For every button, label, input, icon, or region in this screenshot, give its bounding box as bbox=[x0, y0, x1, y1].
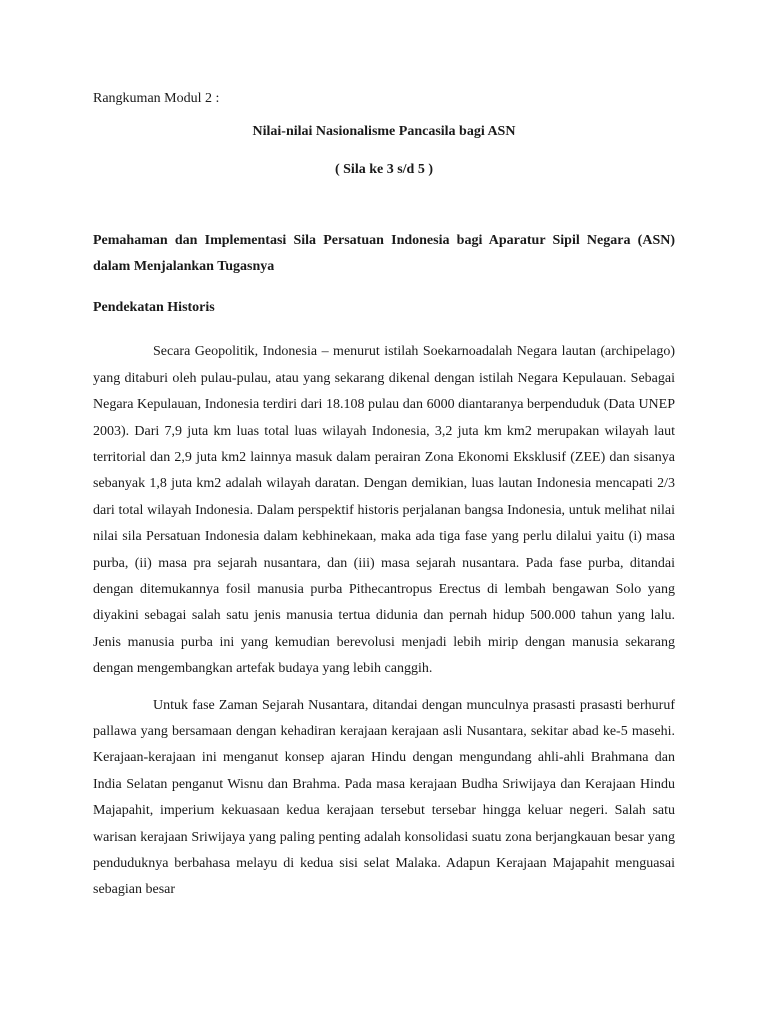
document-content bbox=[93, 86, 675, 914]
subsection-heading: Pendekatan Historis bbox=[93, 300, 215, 316]
document-title: Nilai-nilai Nasionalisme Pancasila bagi ASN bbox=[252, 124, 516, 140]
body-paragraph: Secara Geopolitik, Indonesia – menurut istilah Soekarnoadalah Negara lautan (archipelago) yang ditaburi oleh pulau-pulau, atau yang sekarang dikenal dengan istilah Negara Kepulauan. Sebagai Negara Kepulauan, Indonesia terdiri dari 18.108 pulau dan 6000 diantaranya berpenduduk (Data UNEP 2003). Dari 7,9 juta km luas total luas wilayah Indonesia, 3,2 juta km km2 merupakan wilayah laut territorial dan 2,9 juta km2 lainnya masuk dalam perairan Zona Ekonomi Eksklusif (ZEE) dan sisanya sebanyak 1,8 juta km2 adalah wilayah daratan. Dengan demikian, luas lautan Indonesia mencapati 2/3 dari total wilayah Indonesia. Dalam perspektif historis perjalanan bangsa Indonesia, untuk melihat nilai nilai sila Persatuan Indonesia dalam kebhinekaan, maka ada tiga fase yang perlu dilalui yaitu (i) masa purba, (ii) masa pra sejarah nusantara, dan (iii) masa sejarah nusantara. Pada fase purba, ditandai dengan ditemukannya fosil manusia purba Pithecantropus Erectus di lembah bengawan Solo yang diyakini sebagai salah satu jenis manusia tertua didunia dan pernah hidup 500.000 tahun yang lalu. Jenis manusia purba ini yang kemudian berevolusi menjadi lebih mirip dengan manusia sekarang dengan mengembangkan artefak budaya yang lebih canggih. bbox=[93, 344, 675, 677]
document-subtitle: ( Sila ke 3 s/d 5 ) bbox=[334, 162, 433, 178]
body-paragraph: Untuk fase Zaman Sejarah Nusantara, ditandai dengan munculnya prasasti prasasti berhuruf pallawa yang bersamaan dengan kehadiran kerajaan kerajaan asli Nusantara, sekitar abad ke-5 masehi. Kerajaan-kerajaan ini menganut konsep ajaran Hindu dengan mengundang ahli-ahli Brahmana dan India Selatan penganut Wisnu dan Brahma. Pada masa kerajaan Budha Sriwijaya dan Kerajaan Hindu Majapahit, imperium kekuasaan kedua kerajaan tersebut tersebar hingga keluar negeri. Salah satu warisan kerajaan Sriwijaya yang paling penting adalah konsolidasi suatu zona berjangkauan besar yang penduduknya berbahasa melayu di kedua sisi selat Malaka. Adapun Kerajaan Majapahit menguasai sebagian besar bbox=[93, 697, 675, 898]
module-label: Rangkuman Modul 2 : bbox=[93, 91, 220, 106]
section-heading: Pemahaman dan Implementasi Sila Persatuan Indonesia bagi Aparatur Sipil Negara (ASN) dalam Menjalankan Tugasnya bbox=[93, 233, 675, 275]
